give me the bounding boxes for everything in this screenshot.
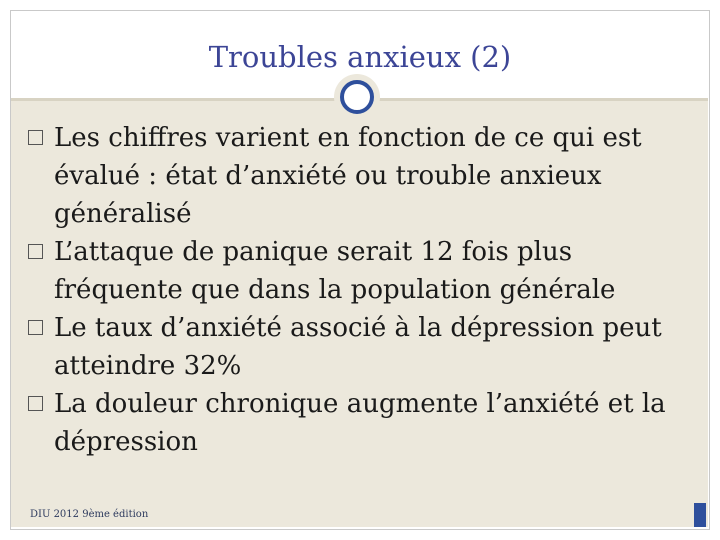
corner-accent-bar — [694, 503, 706, 527]
bullet-item — [26, 119, 686, 233]
bullet-text: Le taux d’anxiété associé à la dépression peut atteindre 32% — [54, 313, 662, 381]
slide-title: Troubles anxieux (2) — [208, 40, 512, 74]
slide-footer: DIU 2012 9ème édition — [30, 509, 149, 520]
bullet-item — [26, 385, 686, 461]
bullet-text: L’attaque de panique serait 12 fois plus fréquente que dans la population générale — [54, 237, 616, 305]
square-bullet-icon — [28, 396, 43, 411]
bullet-item — [26, 233, 686, 309]
bullet-item — [26, 309, 686, 385]
circle-ornament-icon — [340, 80, 374, 114]
bullet-list — [26, 119, 686, 461]
square-bullet-icon — [28, 244, 43, 259]
square-bullet-icon — [28, 130, 43, 145]
bullet-text: Les chiffres varient en fonction de ce qui est évalué : état d’anxiété ou trouble anxieux généralisé — [54, 123, 642, 229]
bullet-text: La douleur chronique augmente l’anxiété et la dépression — [54, 389, 666, 457]
square-bullet-icon — [28, 320, 43, 335]
